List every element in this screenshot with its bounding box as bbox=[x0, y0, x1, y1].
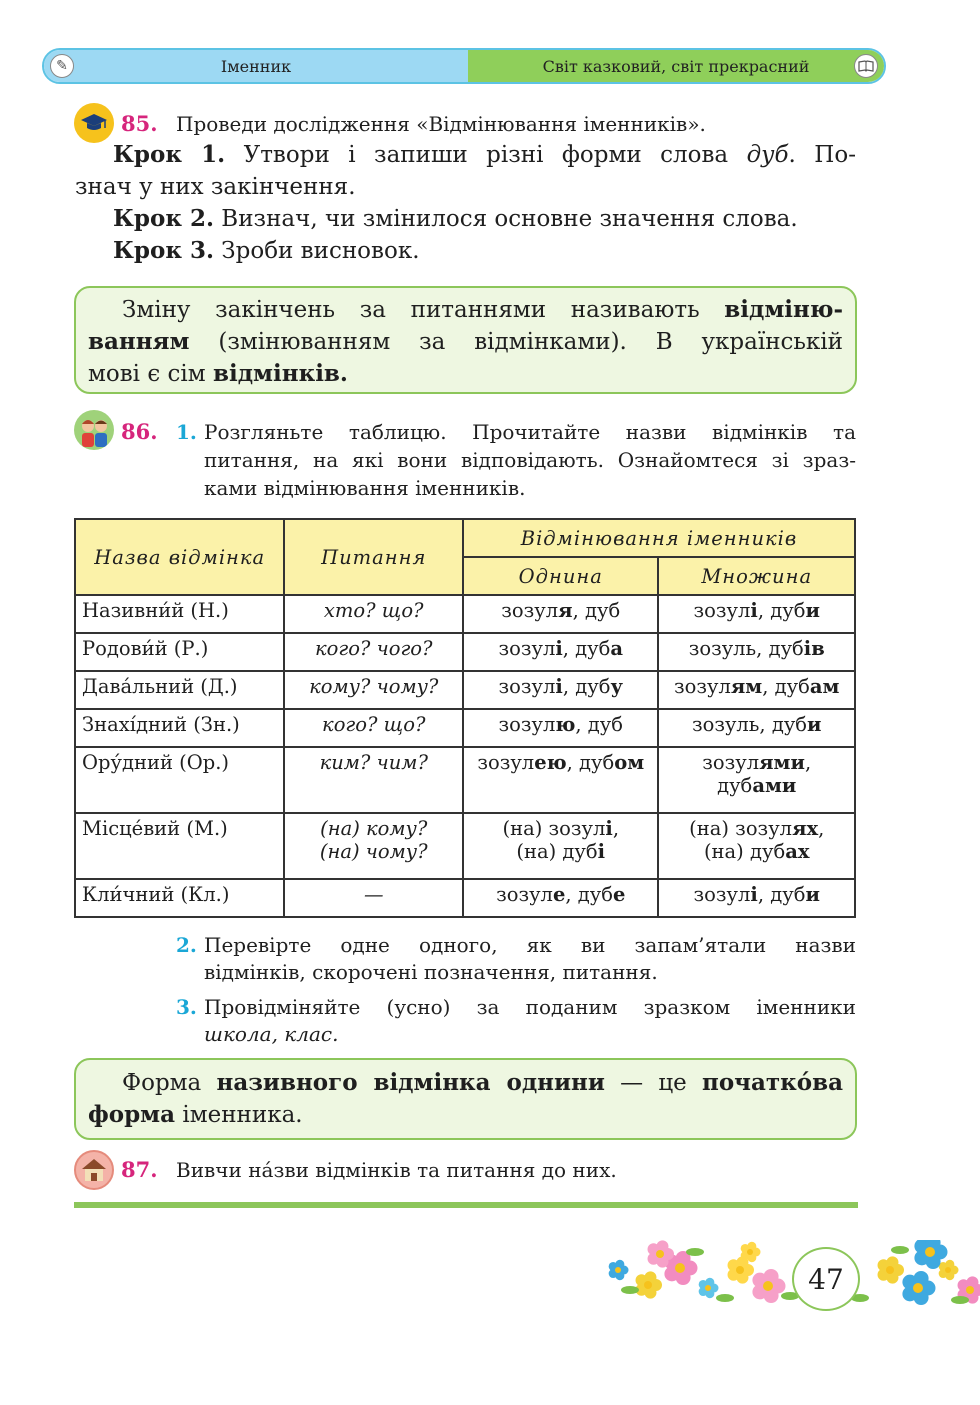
flower-icon bbox=[752, 1269, 785, 1303]
step2-label: Крок 2. bbox=[113, 205, 214, 232]
exercise-86-sub1-line3: ками відмінювання іменників. bbox=[204, 476, 526, 500]
rule1-text-c: мові є сім bbox=[88, 361, 213, 387]
table-row bbox=[75, 813, 855, 879]
case-name-cell: Кли́чний (Кл.) bbox=[75, 879, 284, 917]
exercise-85-step2 bbox=[113, 203, 798, 235]
exercise-86-sub1-line1: Розгляньте таблицю. Прочитайте назви відмінків та bbox=[204, 420, 856, 444]
header-declension: Відмінювання іменників bbox=[463, 519, 855, 557]
question-cell: кому? чому? bbox=[284, 671, 463, 709]
rule1-text-b: (змінюванням за відмінками). В українській bbox=[189, 329, 843, 355]
exercise-85-number: 85. bbox=[121, 111, 158, 136]
exercise-87-text: Вивчи нáзви відмінків та питання до них. bbox=[176, 1158, 617, 1182]
plural-cell: зозулі, дуби bbox=[658, 879, 855, 917]
step3-text: Зроби висновок. bbox=[213, 238, 420, 264]
table-row bbox=[75, 747, 855, 813]
exercise-85-step1 bbox=[75, 139, 856, 171]
singular-cell: зозуле, дубе bbox=[463, 879, 658, 917]
step1-text-b: . По- bbox=[788, 142, 856, 168]
rule2-text-b: — це bbox=[604, 1070, 702, 1096]
plural-cell: (на) зозулях, (на) дубах bbox=[658, 813, 855, 879]
question-cell: кого? що? bbox=[284, 709, 463, 747]
singular-cell: зозуля, дуб bbox=[463, 595, 658, 633]
exercise-86-sub3-number: 3. bbox=[176, 995, 197, 1019]
chapter-title: Світ казковий, світ прекрасний bbox=[542, 56, 810, 76]
exercise-86-number: 86. bbox=[121, 419, 158, 444]
leaf-icon bbox=[686, 1248, 704, 1256]
flower-icon bbox=[699, 1278, 719, 1298]
rule1-term-b: ванням bbox=[88, 328, 190, 355]
header-case-name: Назва відмінка bbox=[75, 519, 284, 595]
question-cell: кого? чого? bbox=[284, 633, 463, 671]
question-cell: ким? чим? bbox=[284, 747, 463, 813]
table-row bbox=[75, 633, 855, 671]
singular-cell: зозулю, дуб bbox=[463, 709, 658, 747]
exercise-86-sub3-line2: школа, клас. bbox=[204, 1022, 339, 1046]
page-number: 47 bbox=[792, 1247, 860, 1311]
header-question: Питання bbox=[284, 519, 463, 595]
flower-icon bbox=[902, 1271, 935, 1305]
book-icon bbox=[854, 54, 878, 78]
exercise-85-intro: Проведи дослідження «Відмінювання іменників». bbox=[176, 112, 706, 136]
case-name-cell: Називни́й (Н.) bbox=[75, 595, 284, 633]
rule1-period: . bbox=[339, 360, 348, 387]
step1-word: дуб bbox=[746, 142, 789, 168]
step1-text-a: Утвори і запиши різні форми слова bbox=[225, 142, 747, 168]
case-name-cell: Ору́дний (Ор.) bbox=[75, 747, 284, 813]
flower-icon bbox=[636, 1271, 662, 1298]
case-name-cell: Родови́й (Р.) bbox=[75, 633, 284, 671]
plural-cell: зозулям, дубам bbox=[658, 671, 855, 709]
step1-label: Крок 1. bbox=[113, 141, 226, 168]
exercise-86-sub1-number: 1. bbox=[176, 420, 197, 444]
case-name-cell: Місце́вий (М.) bbox=[75, 813, 284, 879]
singular-cell: зозулі, дуба bbox=[463, 633, 658, 671]
rule-box-declension bbox=[74, 286, 857, 394]
header-right bbox=[468, 50, 884, 82]
exercise-86-sub2-number: 2. bbox=[176, 933, 197, 957]
table-row bbox=[75, 879, 855, 917]
step2-text: Визнач, чи змінилося основне значення слова. bbox=[213, 206, 798, 232]
flower-icon bbox=[878, 1256, 904, 1283]
table-row bbox=[75, 709, 855, 747]
leaf-icon bbox=[891, 1246, 909, 1254]
flower-icon bbox=[741, 1242, 761, 1262]
section-title: Іменник bbox=[220, 56, 292, 76]
page-header bbox=[42, 48, 886, 84]
rule1-term-a: відміню- bbox=[724, 296, 843, 323]
rule2-term-b: початкóва bbox=[702, 1069, 843, 1096]
question-cell: хто? що? bbox=[284, 595, 463, 633]
leaf-icon bbox=[951, 1296, 969, 1304]
table-row bbox=[75, 595, 855, 633]
exercise-86-sub2-line2: відмінків, скорочені позначення, питання. bbox=[204, 960, 658, 984]
graduation-cap-icon bbox=[74, 103, 114, 143]
plural-cell: зозулями, дубами bbox=[658, 747, 855, 813]
rule2-text-a: Форма bbox=[122, 1070, 217, 1096]
plural-cell: зозулі, дуби bbox=[658, 595, 855, 633]
table-body bbox=[75, 595, 855, 917]
question-cell: — bbox=[284, 879, 463, 917]
rule2-text-c: іменника. bbox=[175, 1102, 303, 1128]
rule1-line3 bbox=[88, 358, 348, 390]
rule2-term-a: називного відмінка однини bbox=[216, 1069, 605, 1096]
declension-table bbox=[74, 518, 856, 918]
flower-icon bbox=[939, 1260, 959, 1280]
step3-label: Крок 3. bbox=[113, 237, 214, 264]
table-row bbox=[75, 671, 855, 709]
flower-icon bbox=[609, 1260, 629, 1280]
exercise-86-sub1-line2: питання, на які вони відповідають. Ознайомтеся зі зраз- bbox=[204, 448, 856, 472]
home-icon bbox=[74, 1150, 114, 1190]
bottom-divider bbox=[74, 1202, 858, 1208]
singular-cell: зозулі, дубу bbox=[463, 671, 658, 709]
case-name-cell: Дава́льний (Д.) bbox=[75, 671, 284, 709]
rule2-line2 bbox=[88, 1099, 303, 1131]
rule2-line1 bbox=[88, 1067, 843, 1099]
header-plural: Множина bbox=[658, 557, 855, 595]
question-cell: (на) кому? (на) чому? bbox=[284, 813, 463, 879]
case-name-cell: Знахі́дний (Зн.) bbox=[75, 709, 284, 747]
leaf-icon bbox=[621, 1286, 639, 1294]
rule1-text-a: Зміну закінчень за питаннями називають bbox=[122, 297, 725, 323]
flower-border-decoration bbox=[600, 1240, 980, 1310]
rule1-line1 bbox=[88, 294, 843, 326]
header-singular: Однина bbox=[463, 557, 658, 595]
plural-cell: зозуль, дубів bbox=[658, 633, 855, 671]
leaf-icon bbox=[716, 1294, 734, 1302]
exercise-85-step3 bbox=[113, 235, 420, 267]
exercise-86-sub3-line1: Провідміняйте (усно) за поданим зразком іменники bbox=[204, 995, 856, 1019]
singular-cell: зозулею, дубом bbox=[463, 747, 658, 813]
plural-cell: зозуль, дуби bbox=[658, 709, 855, 747]
rule1-line2 bbox=[88, 326, 843, 358]
rule2-term-c: форма bbox=[88, 1101, 176, 1128]
rule-box-initial-form bbox=[74, 1058, 857, 1140]
exercise-87-number: 87. bbox=[121, 1157, 158, 1182]
pair-work-icon bbox=[74, 410, 114, 450]
table-header-row bbox=[75, 519, 855, 557]
header-left bbox=[44, 50, 468, 82]
rule1-term-c: відмінків bbox=[212, 360, 340, 387]
singular-cell: (на) зозулі, (на) дубі bbox=[463, 813, 658, 879]
exercise-85-step1-line2: знач у них закінчення. bbox=[75, 174, 356, 200]
pen-icon: ✎ bbox=[50, 54, 74, 78]
exercise-86-sub2-line1: Перевірте одне одного, як ви запам’ятали назви bbox=[204, 933, 856, 957]
